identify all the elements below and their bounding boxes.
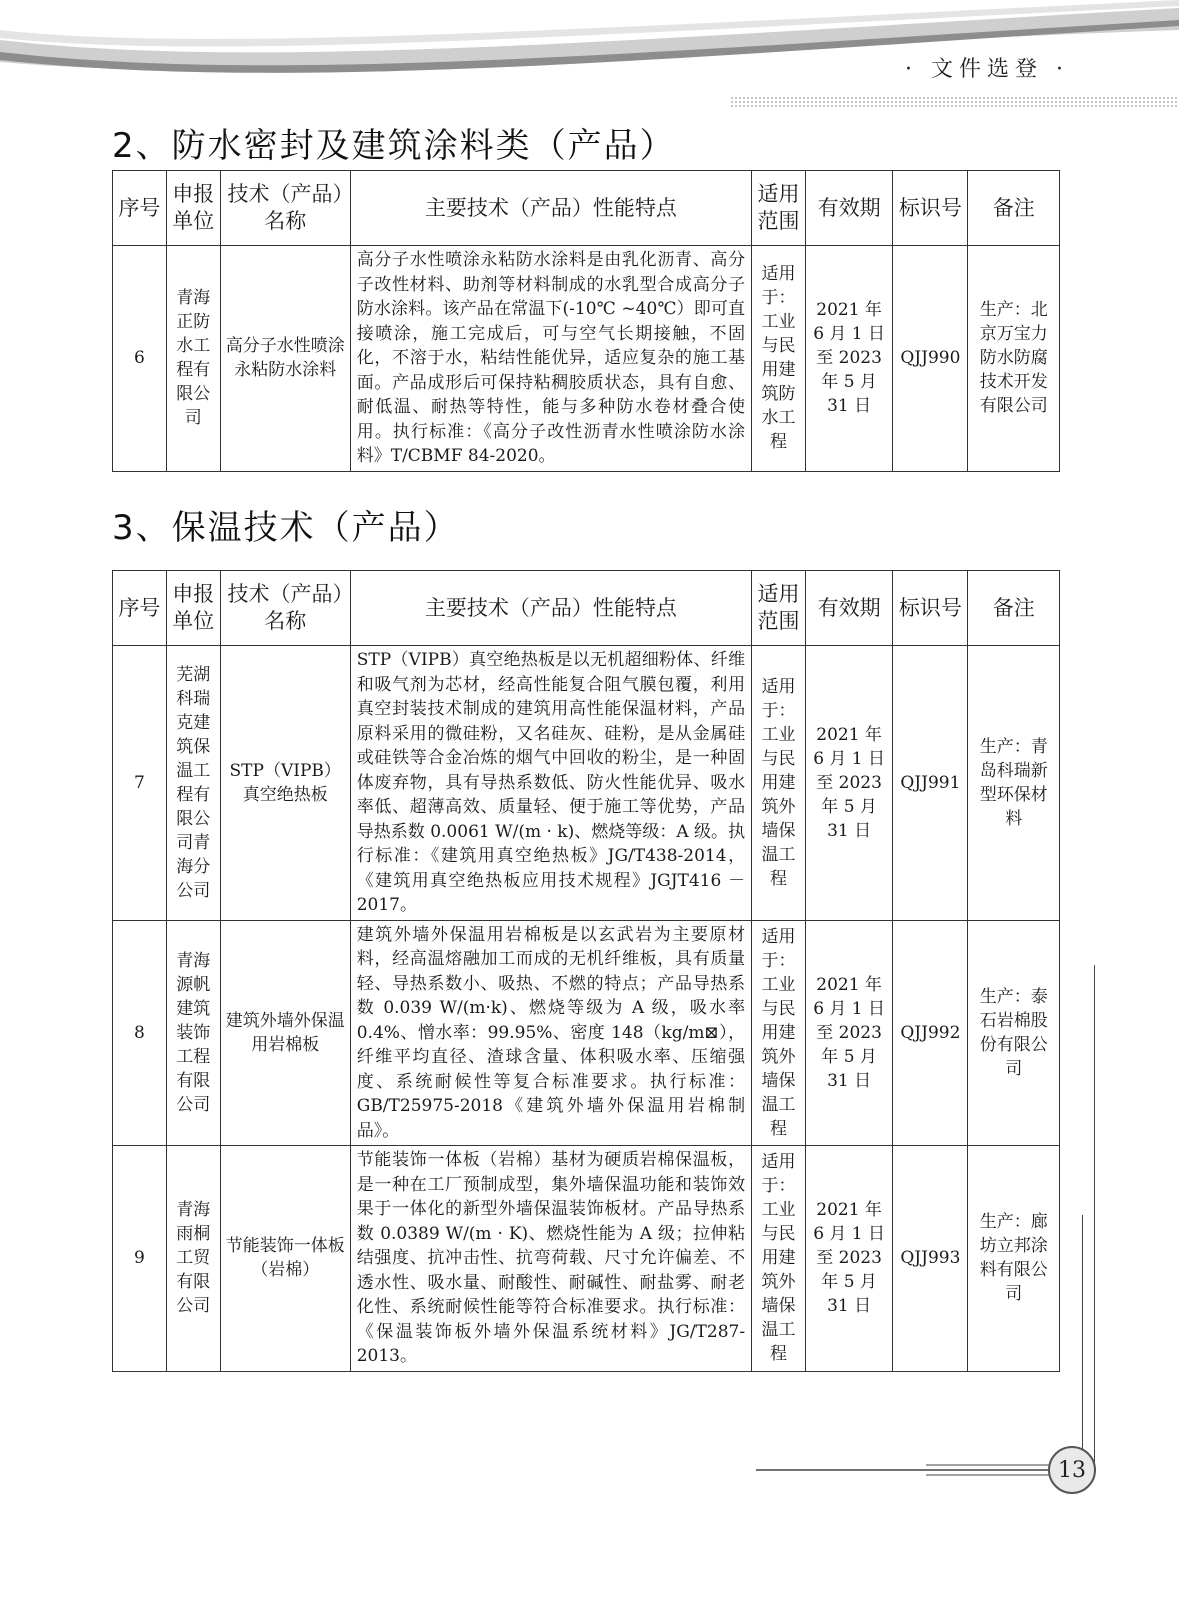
table-header-row — [113, 171, 1060, 246]
table-row — [113, 246, 1060, 472]
cell-no: 9 — [113, 1146, 167, 1372]
header-scope: 适用范围 — [752, 571, 806, 646]
header-dot-bar — [730, 96, 1179, 108]
cell-unit: 青海雨桐工贸有限公司 — [166, 1146, 220, 1372]
cell-no: 7 — [113, 646, 167, 921]
cell-id: QJJ990 — [893, 246, 968, 472]
header-no: 序号 — [113, 171, 167, 246]
table-header-row — [113, 571, 1060, 646]
table-row — [113, 646, 1060, 921]
cell-no: 6 — [113, 246, 167, 472]
cell-scope: 适用于：工业与民用建筑外墙保温工程 — [752, 920, 806, 1146]
header-id: 标识号 — [893, 571, 968, 646]
cell-note: 生产：青岛科瑞新型环保材料 — [968, 646, 1060, 921]
cell-note: 生产：北京万宝力防水防腐技术开发有限公司 — [968, 246, 1060, 472]
header-desc: 主要技术（产品）性能特点 — [350, 571, 751, 646]
waterproof-products-table — [112, 170, 1060, 472]
running-header: · 文件选登 · — [905, 57, 1069, 82]
cell-desc: 高分子水性喷涂永粘防水涂料是由乳化沥青、高分子改性材料、助剂等材料制成的水乳型合成高分子防水涂料。该产品在常温下(-10℃ ~40℃）即可直接喷涂，施工完成后，可与空气长期接触，不固化，不溶于水，粘结性能优异，适应复杂的施工基面。产品成形后可保持粘稠胶质状态，具有自愈、耐低温、耐热等特性，能与多种防水卷材叠合使用。执行标准：《高分子改性沥青水性喷涂防水涂料》T/CBMF 84-2020。 — [350, 246, 751, 472]
insulation-products-table — [112, 570, 1060, 1372]
page-footer — [756, 1440, 1096, 1500]
cell-desc: 节能装饰一体板（岩棉）基材为硬质岩棉保温板，是一种在工厂预制成型，集外墙保温功能和装饰效果于一体化的新型外墙保温装饰板材。产品导热系数 0.0389 W/(m · K)、燃烧性能为 A 级；拉伸粘结强度、抗冲击性、抗弯荷载、尺寸允许偏差、不透水性、吸水量、耐酸性、耐碱性、耐盐雾、耐老化性、系统耐候性能等符合标准要求。执行标准：《保温装饰板外墙外保温系统材料》JG/T287-2013。 — [350, 1146, 751, 1372]
header-desc: 主要技术（产品）性能特点 — [350, 171, 751, 246]
header-note: 备注 — [968, 171, 1060, 246]
cell-name: STP（VIPB）真空绝热板 — [220, 646, 350, 921]
cell-scope: 适用于：工业与民用建筑外墙保温工程 — [752, 1146, 806, 1372]
cell-note: 生产：廊坊立邦涂料有限公司 — [968, 1146, 1060, 1372]
cell-unit: 芜湖科瑞克建筑保温工程有限公司青海分公司 — [166, 646, 220, 921]
cell-unit: 青海源帆建筑装饰工程有限公司 — [166, 920, 220, 1146]
cell-desc: 建筑外墙外保温用岩棉板是以玄武岩为主要原材料，经高温熔融加工而成的无机纤维板，具有质量轻、导热系数小、吸热、不燃的特点；产品导热系数 0.039 W/(m·k)、燃烧等级为 A 级，吸水率 0.4%、憎水率：99.95%、密度 148（kg/m⊠），纤维平均直径、渣球含量、体积吸水率、压缩强度、系统耐候性等复合标准要求。执行标准：GB/T25975-2018《建筑外墙外保温用岩棉制品》。 — [350, 920, 751, 1146]
page-number: 13 — [1048, 1446, 1096, 1494]
cell-id: QJJ993 — [893, 1146, 968, 1372]
cell-valid: 2021 年 6 月 1 日至 2023 年 5 月 31 日 — [805, 646, 892, 921]
cell-valid: 2021 年 6 月 1 日至 2023 年 5 月 31 日 — [805, 920, 892, 1146]
header-name: 技术（产品）名称 — [220, 171, 350, 246]
table-row — [113, 1146, 1060, 1372]
header-valid: 有效期 — [805, 571, 892, 646]
cell-name: 节能装饰一体板（岩棉） — [220, 1146, 350, 1372]
cell-note: 生产：泰石岩棉股份有限公司 — [968, 920, 1060, 1146]
table-row — [113, 920, 1060, 1146]
cell-name: 建筑外墙外保温用岩棉板 — [220, 920, 350, 1146]
header-no: 序号 — [113, 571, 167, 646]
header-scope: 适用范围 — [752, 171, 806, 246]
cell-desc: STP（VIPB）真空绝热板是以无机超细粉体、纤维和吸气剂为芯材，经高性能复合阻气膜包覆，利用真空封装技术制成的建筑用高性能保温材料，产品原料采用的微硅粉，又名硅灰、硅粉，是从金属硅或硅铁等合金冶炼的烟气中回收的粉尘，是一种固体废弃物，具有导热系数低、防火性能优异、吸水率低、超薄高效、质量轻、便于施工等优势，产品导热系数 0.0061 W/(m · k)、燃烧等级：A 级。执行标准：《建筑用真空绝热板》JG/T438-2014，《建筑用真空绝热板应用技术规程》JGJT416 － 2017。 — [350, 646, 751, 921]
section-title-insulation: 3、保温技术（产品） — [112, 508, 460, 548]
cell-valid: 2021 年 6 月 1 日至 2023 年 5 月 31 日 — [805, 1146, 892, 1372]
cell-no: 8 — [113, 920, 167, 1146]
margin-line-decoration — [1082, 1215, 1083, 1465]
cell-scope: 适用于：工业与民用建筑防水工程 — [752, 246, 806, 472]
header-name: 技术（产品）名称 — [220, 571, 350, 646]
section-title-waterproof: 2、防水密封及建筑涂料类（产品） — [112, 126, 676, 166]
cell-scope: 适用于：工业与民用建筑外墙保温工程 — [752, 646, 806, 921]
page-number-rule-decoration — [756, 1462, 1076, 1478]
cell-id: QJJ991 — [893, 646, 968, 921]
header-unit: 申报单位 — [166, 171, 220, 246]
margin-line-decoration — [1094, 965, 1095, 1465]
header-unit: 申报单位 — [166, 571, 220, 646]
header-valid: 有效期 — [805, 171, 892, 246]
cell-name: 高分子水性喷涂永粘防水涂料 — [220, 246, 350, 472]
cell-valid: 2021 年 6 月 1 日至 2023 年 5 月 31 日 — [805, 246, 892, 472]
header-id: 标识号 — [893, 171, 968, 246]
cell-id: QJJ992 — [893, 920, 968, 1146]
cell-unit: 青海正防水工程有限公司 — [166, 246, 220, 472]
header-note: 备注 — [968, 571, 1060, 646]
